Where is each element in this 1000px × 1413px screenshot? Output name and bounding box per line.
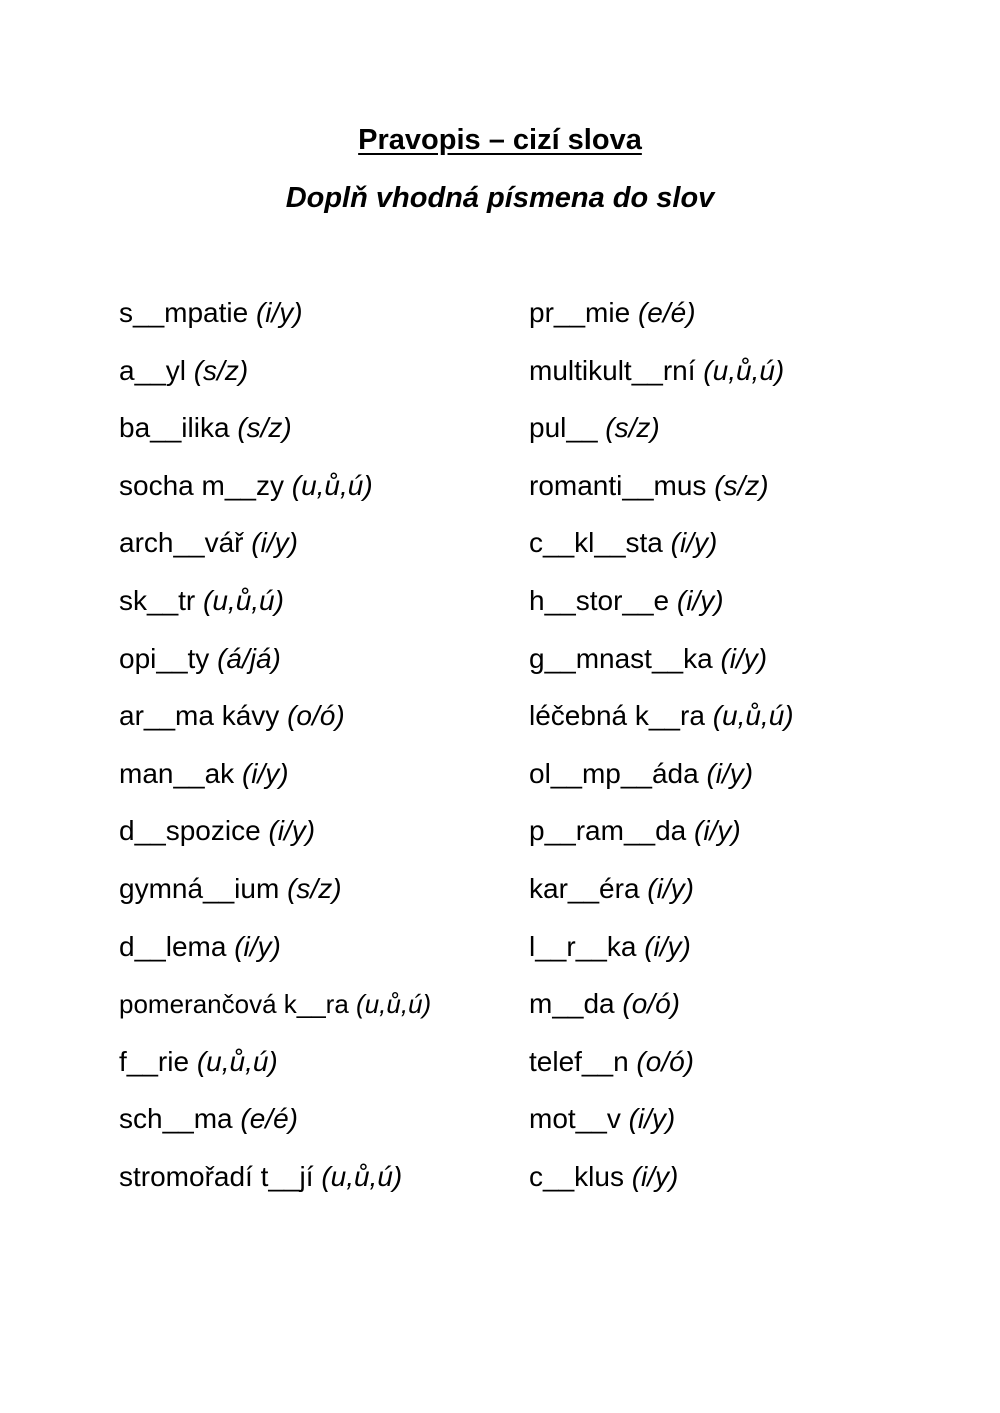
exercise-hint: (i/y) (268, 815, 316, 847)
exercise-item (529, 580, 969, 638)
exercise-word: léčebná k__ra (529, 700, 705, 732)
exercise-word: kar__éra (529, 872, 640, 904)
exercise-item (529, 695, 969, 753)
exercise-item (119, 292, 519, 350)
exercise-hint: (i/y) (694, 815, 741, 847)
exercise-hint: (u,ů,ú) (196, 1045, 278, 1077)
exercise-item (529, 1156, 969, 1214)
exercise-word: d__lema (119, 930, 227, 962)
exercise-item (119, 810, 519, 868)
exercise-word: opi__ty (119, 642, 210, 674)
exercise-item (529, 926, 969, 984)
exercise-word: mot__v (529, 1103, 621, 1135)
exercise-item (529, 810, 969, 868)
exercise-item (119, 350, 519, 408)
exercise-item (529, 1098, 969, 1156)
exercise-item (119, 1041, 519, 1099)
exercise-item (119, 1156, 519, 1214)
exercise-hint: (u,ů,ú) (356, 989, 432, 1020)
exercise-item (119, 638, 519, 696)
exercise-hint: (i/y) (644, 930, 691, 962)
exercise-word: pomerančová k__ra (119, 989, 349, 1020)
exercise-item (119, 522, 519, 580)
exercise-hint: (i/y) (647, 872, 694, 904)
exercise-word: romanti__mus (529, 469, 707, 501)
exercise-item (119, 983, 519, 1041)
exercise-hint: (i/y) (255, 297, 303, 328)
exercise-word: stromořadí t__jí (119, 1160, 314, 1192)
exercise-item (529, 407, 969, 465)
exercise-item (529, 522, 969, 580)
exercise-word: h__stor__e (529, 584, 670, 616)
exercise-word: s__mpatie (119, 297, 249, 328)
exercise-word: pul__ (529, 412, 598, 444)
exercise-word: man__ak (119, 757, 235, 789)
exercise-item (119, 926, 519, 984)
exercise-item (529, 983, 969, 1041)
exercise-word: a__yl (119, 354, 186, 386)
exercise-hint: (i/y) (720, 642, 768, 674)
exercise-hint: (u,ů,ú) (703, 354, 785, 386)
exercise-hint: (i/y) (251, 527, 298, 559)
exercise-word: ba__ilika (119, 412, 230, 444)
exercise-item (119, 868, 519, 926)
exercise-word: sch__ma (119, 1103, 233, 1135)
exercise-item (529, 1041, 969, 1099)
exercise-item (119, 695, 519, 753)
exercise-word: pr__mie (529, 297, 631, 328)
exercise-hint: (i/y) (631, 1160, 679, 1192)
exercise-item (529, 638, 969, 696)
exercise-hint: (s/z) (714, 469, 769, 501)
exercise-hint: (s/z) (287, 872, 342, 904)
exercise-hint: (i/y) (234, 930, 281, 962)
exercise-word: socha m__zy (119, 469, 284, 501)
exercise-item (529, 350, 969, 408)
exercise-item (119, 580, 519, 638)
page-title: Pravopis – cizí slova (358, 124, 642, 156)
exercise-hint: (i/y) (706, 757, 754, 789)
exercise-item (529, 753, 969, 811)
exercise-word: d__spozice (119, 815, 261, 847)
exercise-word: ol__mp__áda (529, 757, 699, 789)
exercise-hint: (i/y) (241, 757, 289, 789)
exercise-hint: (u,ů,ú) (321, 1160, 403, 1192)
exercise-hint: (e/é) (240, 1103, 298, 1135)
exercise-hint: (i/y) (670, 527, 718, 559)
exercise-hint: (u,ů,ú) (203, 584, 284, 616)
exercise-hint: (u,ů,ú) (712, 700, 794, 732)
exercise-word: g__mnast__ka (529, 642, 713, 674)
exercise-word: arch__vář (119, 527, 244, 559)
exercise-word: m__da (529, 988, 615, 1020)
exercise-hint: (s/z) (237, 412, 292, 444)
exercise-word: c__klus (529, 1160, 624, 1192)
exercise-item (529, 868, 969, 926)
exercise-item (119, 465, 519, 523)
exercise-word: telef__n (529, 1045, 629, 1077)
exercise-word: l__r__ka (529, 930, 637, 962)
exercise-word: p__ram__da (529, 815, 687, 847)
exercise-hint: (o/ó) (287, 700, 345, 732)
left-exercise-column (119, 292, 519, 1214)
exercise-item (119, 753, 519, 811)
exercise-hint: (á/já) (217, 642, 281, 674)
exercise-word: gymná__ium (119, 872, 280, 904)
right-exercise-column (529, 292, 969, 1214)
exercise-hint: (i/y) (628, 1103, 676, 1135)
exercise-hint: (s/z) (193, 354, 249, 386)
exercise-item (529, 292, 969, 350)
exercise-hint: (o/ó) (636, 1045, 694, 1077)
exercise-word: ar__ma kávy (119, 700, 280, 732)
exercise-item (119, 407, 519, 465)
exercise-item (119, 1098, 519, 1156)
exercise-hint: (o/ó) (622, 988, 680, 1020)
exercise-hint: (u,ů,ú) (291, 469, 373, 501)
exercise-hint: (s/z) (605, 412, 660, 444)
exercise-item (529, 465, 969, 523)
exercise-word: f__rie (119, 1045, 190, 1077)
exercise-word: c__kl__sta (529, 527, 663, 559)
exercise-hint: (i/y) (676, 584, 724, 616)
exercise-hint: (e/é) (637, 297, 696, 328)
exercise-word: sk__tr (119, 584, 196, 616)
page-subtitle: Doplň vhodná písmena do slov (285, 182, 715, 214)
exercise-word: multikult__rní (529, 354, 696, 386)
